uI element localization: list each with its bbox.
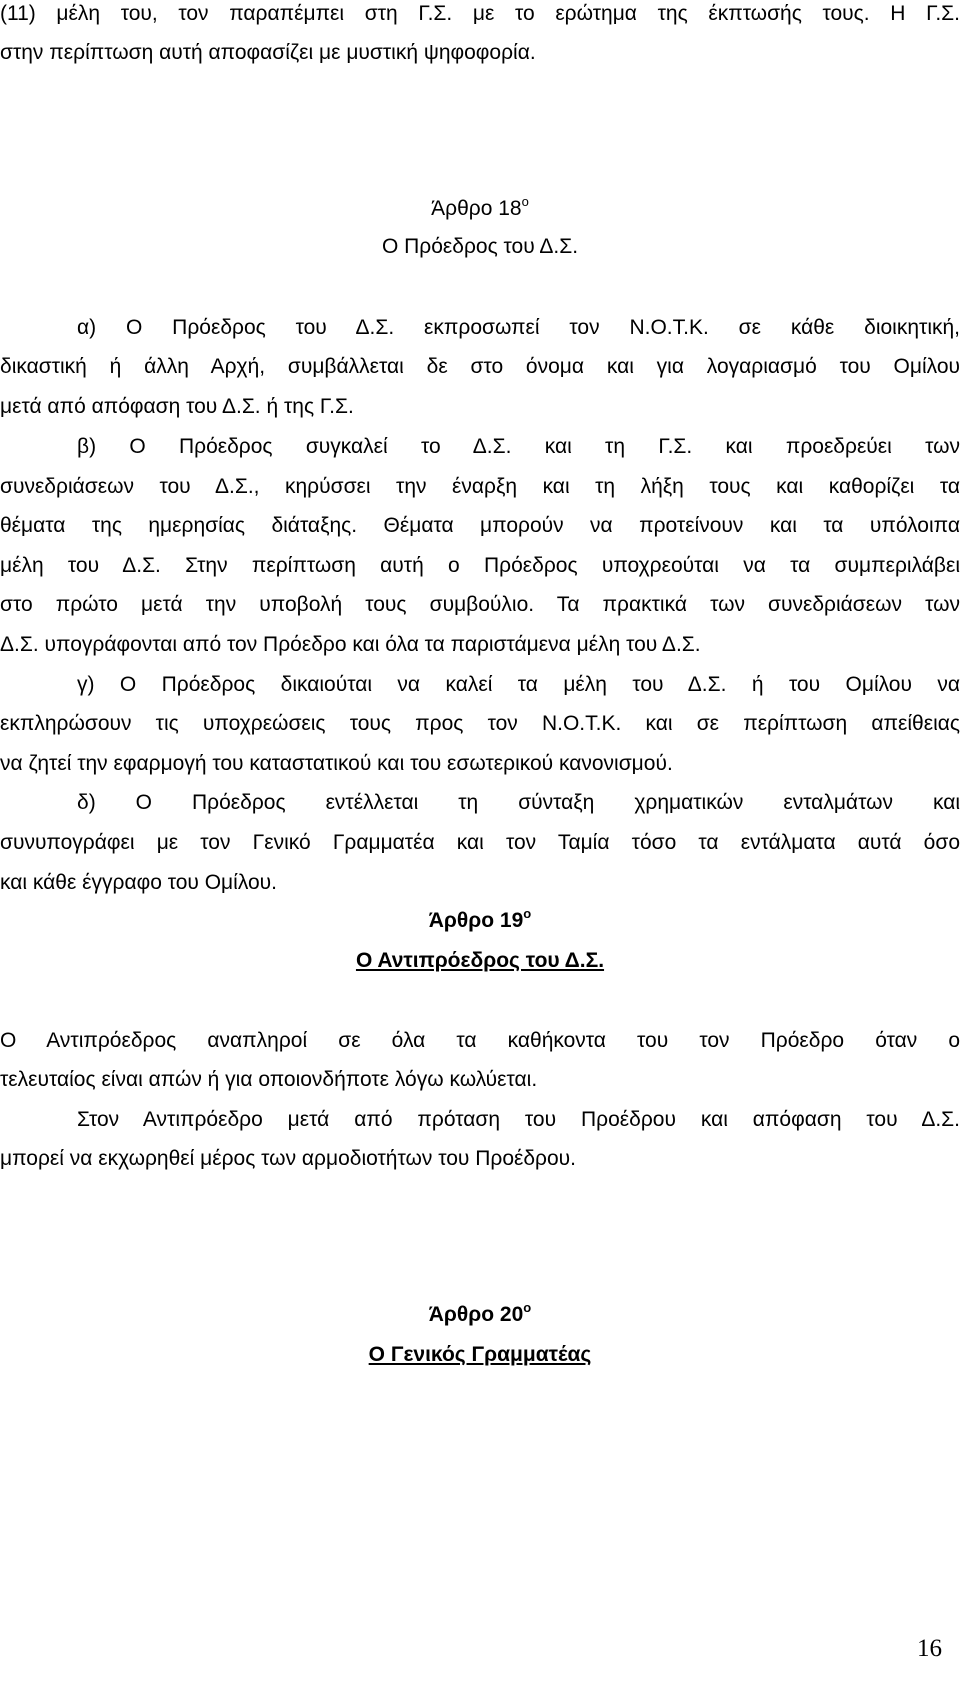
- article-18-heading: Άρθρο $18^o$: [431, 194, 529, 220]
- paragraph-line: και κάθε έγγραφο του Ομίλου.: [0, 871, 277, 894]
- paragraph-line: α) Ο Πρόεδρος του Δ.Σ. εκπροσωπεί τον Ν.Ο.Τ.Κ. σε κάθε διοικητική,: [77, 316, 960, 339]
- article-18-title: Ο Πρόεδρος του Δ.Σ.: [381, 235, 579, 258]
- paragraph-line: δικαστική ή άλλη Αρχή, συμβάλλεται δε στο όνομα και για λογαριασμό του Ομίλου: [0, 355, 960, 378]
- paragraph-line: μετά από απόφαση του Δ.Σ. ή της Γ.Σ.: [0, 395, 354, 418]
- article-19-heading: Άρθρο $19^o$: [428, 906, 532, 932]
- paragraph-line: εκπληρώσουν τις υποχρεώσεις τους προς τον Ν.Ο.Τ.Κ. και σε περίπτωση απείθειας: [0, 712, 960, 735]
- paragraph-line: θέματα της ημερησίας διάταξης. Θέματα μπορούν να προτείνουν και τα υπόλοιπα: [0, 514, 960, 537]
- paragraph-line: στην περίπτωση αυτή αποφασίζει με μυστική ψηφοφορία.: [0, 41, 536, 64]
- paragraph-line: να ζητεί την εφαρμογή του καταστατικού και του εσωτερικού κανονισμού.: [0, 752, 673, 775]
- page-number: 16: [917, 1635, 942, 1662]
- paragraph-line: Δ.Σ. υπογράφονται από τον Πρόεδρο και όλα τα παριστάμενα μέλη του Δ.Σ.: [0, 633, 701, 656]
- paragraph-line: Στον Αντιπρόεδρο μετά από πρόταση του Προέδρου και απόφαση του Δ.Σ.: [77, 1108, 960, 1131]
- paragraph-line: συνυπογράφει με τον Γενικό Γραμματέα και τον Ταμία τόσο τα εντάλματα αυτά όσο: [0, 831, 960, 854]
- paragraph-line: μπορεί να εκχωρηθεί μέρος των αρμοδιοτήτων του Προέδρου.: [0, 1147, 576, 1170]
- paragraph-line: γ) Ο Πρόεδρος δικαιούται να καλεί τα μέλη του Δ.Σ. ή του Ομίλου να: [77, 673, 960, 696]
- paragraph-line: β) Ο Πρόεδρος συγκαλεί το Δ.Σ. και τη Γ.Σ. και προεδρεύει των: [77, 435, 960, 458]
- paragraph-line: συνεδριάσεων του Δ.Σ., κηρύσσει την έναρξη και τη λήξη τους και καθορίζει τα: [0, 475, 960, 498]
- article-19-title: Ο Αντιπρόεδρος του Δ.Σ.: [355, 949, 605, 972]
- paragraph-line: στο πρώτο μετά την υποβολή τους συμβούλιο. Τα πρακτικά των συνεδριάσεων των: [0, 593, 960, 616]
- paragraph-line: (11) μέλη του, τον παραπέμπει στη Γ.Σ. με το ερώτημα της έκπτωσής τους. Η Γ.Σ.: [0, 2, 960, 25]
- paragraph-line: Ο Αντιπρόεδρος αναπληροί σε όλα τα καθήκοντα του τον Πρόεδρο όταν ο: [0, 1029, 960, 1052]
- paragraph-line: μέλη του Δ.Σ. Στην περίπτωση αυτή ο Πρόεδρος υποχρεούται να τα συμπεριλάβει: [0, 554, 960, 577]
- article-20-title: Ο Γενικός Γραμματέας: [368, 1343, 592, 1366]
- paragraph-line: τελευταίος είναι απών ή για οποιονδήποτε λόγω κωλύεται.: [0, 1068, 538, 1091]
- paragraph-line: δ) Ο Πρόεδρος εντέλλεται τη σύνταξη χρηματικών ενταλμάτων και: [77, 791, 960, 814]
- article-20-heading: Άρθρο $20^o$: [428, 1300, 532, 1326]
